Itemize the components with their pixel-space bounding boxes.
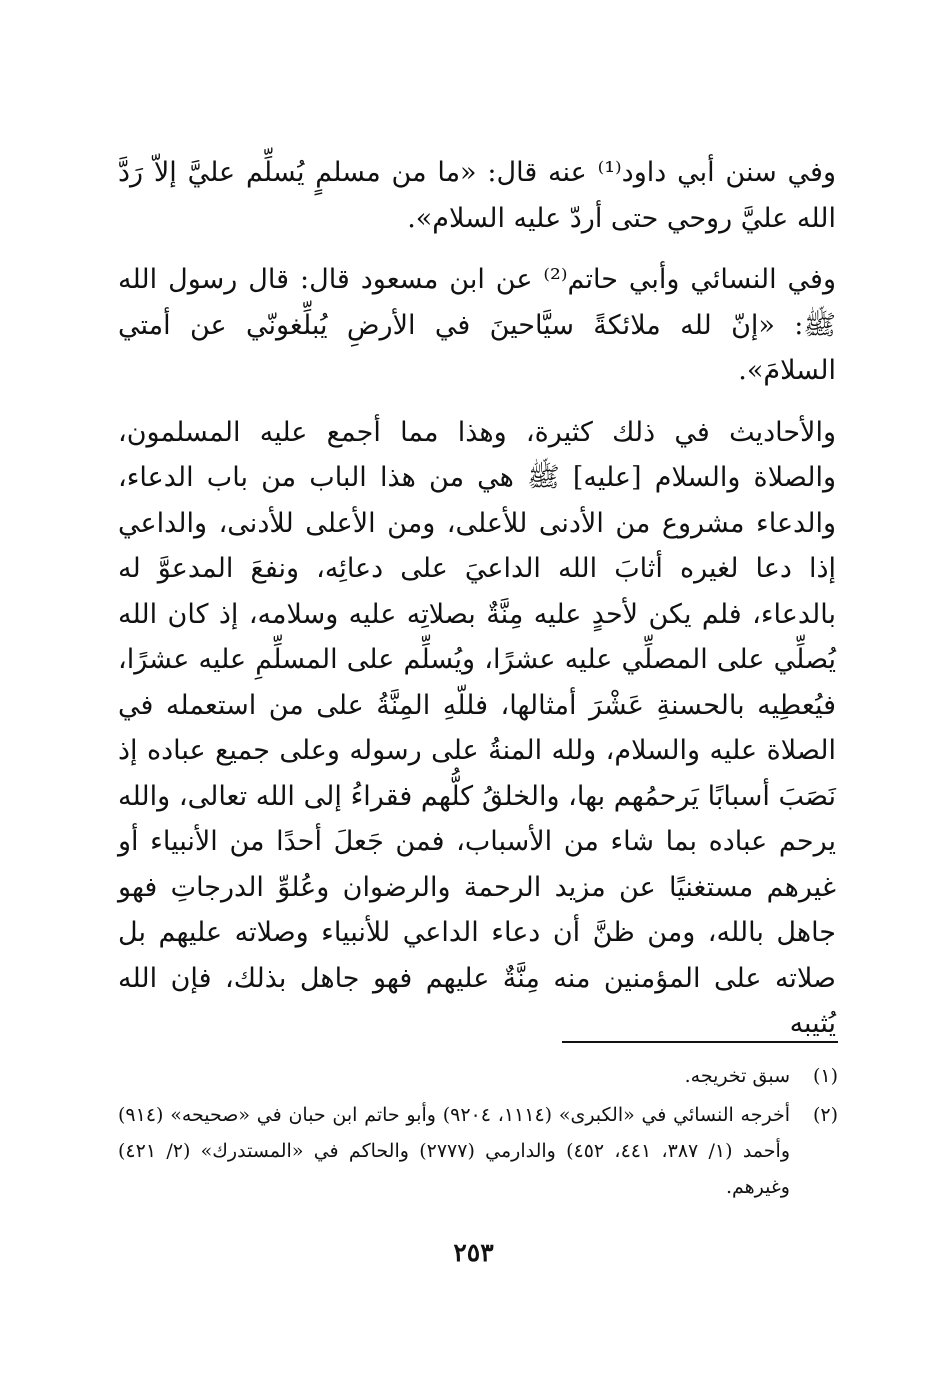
footnote-number: (٢) (812, 1104, 838, 1126)
footnote-separator (562, 1041, 838, 1043)
page-number: ٢٥٣ (453, 1238, 494, 1267)
footnote-item (118, 1058, 838, 1094)
paragraph-ahadith: والأحاديث في ذلك كثيرة، وهذا مما أجمع عليه المسلمون، والصلاة والسلام [عليه] ﷺ هي من هذا الباب من باب الدعاء، والدعاء مشروع من الأدنى للأعلى، ومن الأعلى للأدنى، والداعي إذا دعا لغيره أثابَ الله الداعيَ على دعائِه، ونفعَ المدعوَّ له بالدعاء، فلم يكن لأحدٍ عليه مِنَّةٌ بصلاتِه عليه وسلامه، إذ كان الله يُصلِّي على المصلِّي عليه عشرًا، ويُسلِّم على المسلِّمِ عليه عشرًا، فيُعطِيه بالحسنةِ عَشْرَ أمثالها، فللّهِ المِنَّةُ على من استعمله في الصلاة عليه والسلام، ولله المنةُ على رسوله وعلى جميع عباده إذ نَصَبَ أسبابًا يَرحمُهم بها، والخلقُ كلُّهم فقراءُ إلى الله تعالى، والله يرحم عباده بما شاء من الأسباب، فمن جَعلَ أحدًا من الأنبياء أو غيرهم مستغنيًا عن مزيد الرحمة والرضوان وعُلوِّ الدرجاتِ فهو جاهل بالله، ومن ظنَّ أن دعاء الداعي للأنبياء وصلاته عليهم بل صلاته على المؤمنين منه مِنَّةٌ عليهم فهو جاهل بذلك، فإن الله يُثيبه (118, 416, 836, 1039)
footnotes (118, 1058, 838, 1205)
footnote-number: (١) (812, 1065, 838, 1087)
footnote-text: سبق تخريجه. (684, 1065, 790, 1087)
paragraph-nasai: وفي النسائي وأبي حاتم⁽²⁾ عن ابن مسعود قال: قال رسول الله ﷺ: «إنّ لله ملائكةً سيَّاحينَ في الأرضِ يُبلِّغونّي عن أمتي السلامَ». (118, 264, 836, 386)
main-text (118, 150, 836, 1047)
footnote-text: أخرجه النسائي في «الكبرى» (١١١٤، ٩٢٠٤) وأبو حاتم ابن حبان في «صحيحه» (٩١٤) وأحمد (١/ ٣٨٧، ٤٤١، ٤٥٢) والدارمي (٢٧٧٧) والحاكم في «المستدرك» (٢/ ٤٢١) وغيرهم. (118, 1104, 790, 1198)
footnote-item (118, 1097, 838, 1205)
paragraph-abu-dawud: وفي سنن أبي داود⁽¹⁾ عنه قال: «ما من مسلمٍ يُسلِّم عليَّ إلاّ رَدَّ الله عليَّ روحي حتى أردّ عليه السلام». (118, 157, 836, 234)
